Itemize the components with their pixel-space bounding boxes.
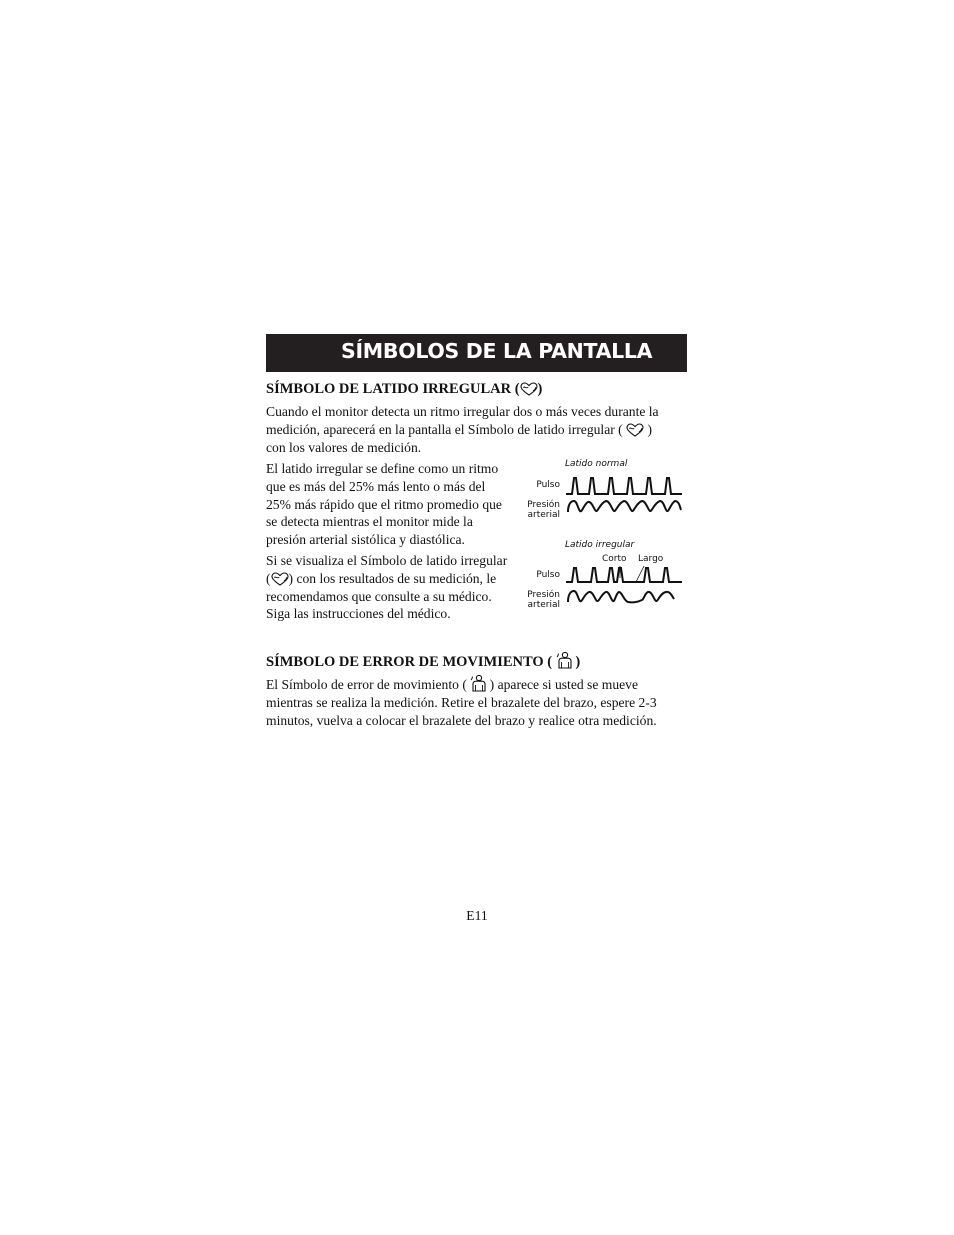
normal-pulse-label: Pulso <box>536 480 560 490</box>
normal-pressure-label: Presión arterial <box>527 500 560 520</box>
title-banner <box>266 334 687 372</box>
irregular-pulse-line <box>566 568 682 582</box>
irregular-heartbeat-icon <box>626 423 644 437</box>
long-label: Largo <box>638 554 664 564</box>
movement-error-paragraph: El Símbolo de error de movimiento ( ) aparece si usted se mueve mientras se realiza la medición. Retire el brazalete del brazo, espere 2-3 minutos, vuelva a colocar el brazalete del brazo y realice otra medición. <box>266 674 657 729</box>
page-number: E11 <box>466 908 488 923</box>
normal-beat-waveform <box>564 474 684 522</box>
page-title: SÍMBOLOS DE LA PANTALLA <box>341 339 653 363</box>
irregular-pulse-label: Pulso <box>536 570 560 580</box>
irregular-heartbeat-icon <box>271 572 289 586</box>
short-label: Corto <box>602 554 627 564</box>
long-marker-line <box>636 566 644 582</box>
normal-beat-title: Latido normal <box>565 459 628 469</box>
irregular-beat-waveform <box>564 562 684 612</box>
advice-paragraph: Si se visualiza el Símbolo de latido irregular ( ) con los resultados de su medición, le recomendamos que consulte a su médico. Siga las instrucciones del médico. <box>266 553 508 622</box>
irregular-beat-title: Latido irregular <box>565 540 635 550</box>
intro-paragraph: Cuando el monitor detecta un ritmo irregular dos o más veces durante la medición, aparecerá en la pantalla el Símbolo de latido irregular ( ) con los valores de medición. <box>266 404 659 455</box>
normal-pressure-line <box>568 501 681 512</box>
normal-pulse-line <box>566 478 682 494</box>
movement-error-heading: SÍMBOLO DE ERROR DE MOVIMIENTO ( ) <box>266 651 580 671</box>
definition-paragraph: El latido irregular se define como un ritmo que es más del 25% más lento o más del 25% más rápido que el ritmo promedio que se detecta mientras el monitor mide la presión arterial sistólica y diastólica. <box>266 461 502 548</box>
irregular-heartbeat-icon <box>520 382 538 396</box>
irregular-heartbeat-heading: SÍMBOLO DE LATIDO IRREGULAR ( ) <box>266 381 543 397</box>
irregular-pressure-label: Presión arterial <box>527 590 560 610</box>
movement-error-icon <box>470 674 486 692</box>
movement-error-icon <box>556 651 572 669</box>
irregular-pressure-line <box>568 591 674 602</box>
